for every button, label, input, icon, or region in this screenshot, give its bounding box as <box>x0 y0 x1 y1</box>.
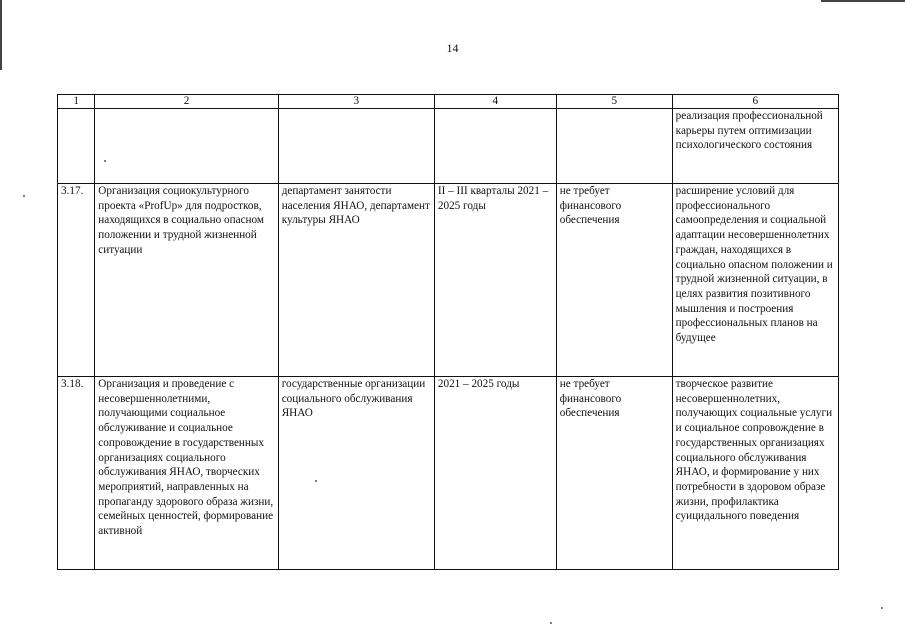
cell-empty <box>556 109 672 184</box>
scan-edge-left <box>0 0 2 70</box>
cell-financing: не требует финансового обеспечения <box>556 184 672 377</box>
scan-edge-top <box>821 0 905 2</box>
scan-speck <box>315 480 317 482</box>
cell-empty <box>434 109 556 184</box>
column-header-5: 5 <box>556 95 672 109</box>
cell-empty <box>278 109 434 184</box>
cell-number: 3.17. <box>58 184 95 377</box>
table-row <box>58 377 839 570</box>
cell-event: Организация социокультурного проекта «ProfUp» для подростков, находящихся в социально опасном положении и трудной жизненной ситуации <box>95 184 278 377</box>
table-row <box>58 184 839 377</box>
cell-financing: не требует финансового обеспечения <box>556 377 672 570</box>
cell-result: реализация профессиональной карьеры путем оптимизации психологического состояния <box>672 109 838 184</box>
scan-speck <box>23 195 25 197</box>
scan-speck <box>881 607 883 609</box>
cell-empty <box>95 109 278 184</box>
scan-speck <box>550 622 552 624</box>
column-header-2: 2 <box>95 95 278 109</box>
page-number: 14 <box>446 41 459 55</box>
cell-period: II – III кварталы 2021 – 2025 годы <box>434 184 556 377</box>
cell-number: 3.18. <box>58 377 95 570</box>
continued-row <box>58 109 839 184</box>
column-header-1: 1 <box>58 95 95 109</box>
column-header-6: 6 <box>672 95 838 109</box>
cell-result: творческое развитие несовершеннолетних, получающих социальные услуги и социальное сопровождение в государственных организациях социального обслуживания ЯНАО, и формирование у них потребности в здоровом образе жизни, профилактика суицидального поведения <box>672 377 838 570</box>
cell-event: Организация и проведение с несовершеннолетними, получающими социальное обслуживание и социальное сопровождение в государственных организациях социального обслуживания ЯНАО, творческих мероприятий, направленных на пропаганду здорового образа жизни, семейных ценностей, формирование активной <box>95 377 278 570</box>
plan-table <box>57 94 839 570</box>
column-header-3: 3 <box>278 95 434 109</box>
scan-speck <box>104 160 106 162</box>
cell-period: 2021 – 2025 годы <box>434 377 556 570</box>
column-header-4: 4 <box>434 95 556 109</box>
cell-result: расширение условий для профессионального самоопределения и социальной адаптации несовершеннолетних граждан, находящихся в социально опасном положении и трудной жизненной ситуации, в целях развития позитивного мышления и построения профессиональных планов на будущее <box>672 184 838 377</box>
cell-empty <box>58 109 95 184</box>
cell-executors: департамент занятости населения ЯНАО, департамент культуры ЯНАО <box>278 184 434 377</box>
header-row <box>58 95 839 109</box>
cell-executors: государственные организации социального обслуживания ЯНАО <box>278 377 434 570</box>
